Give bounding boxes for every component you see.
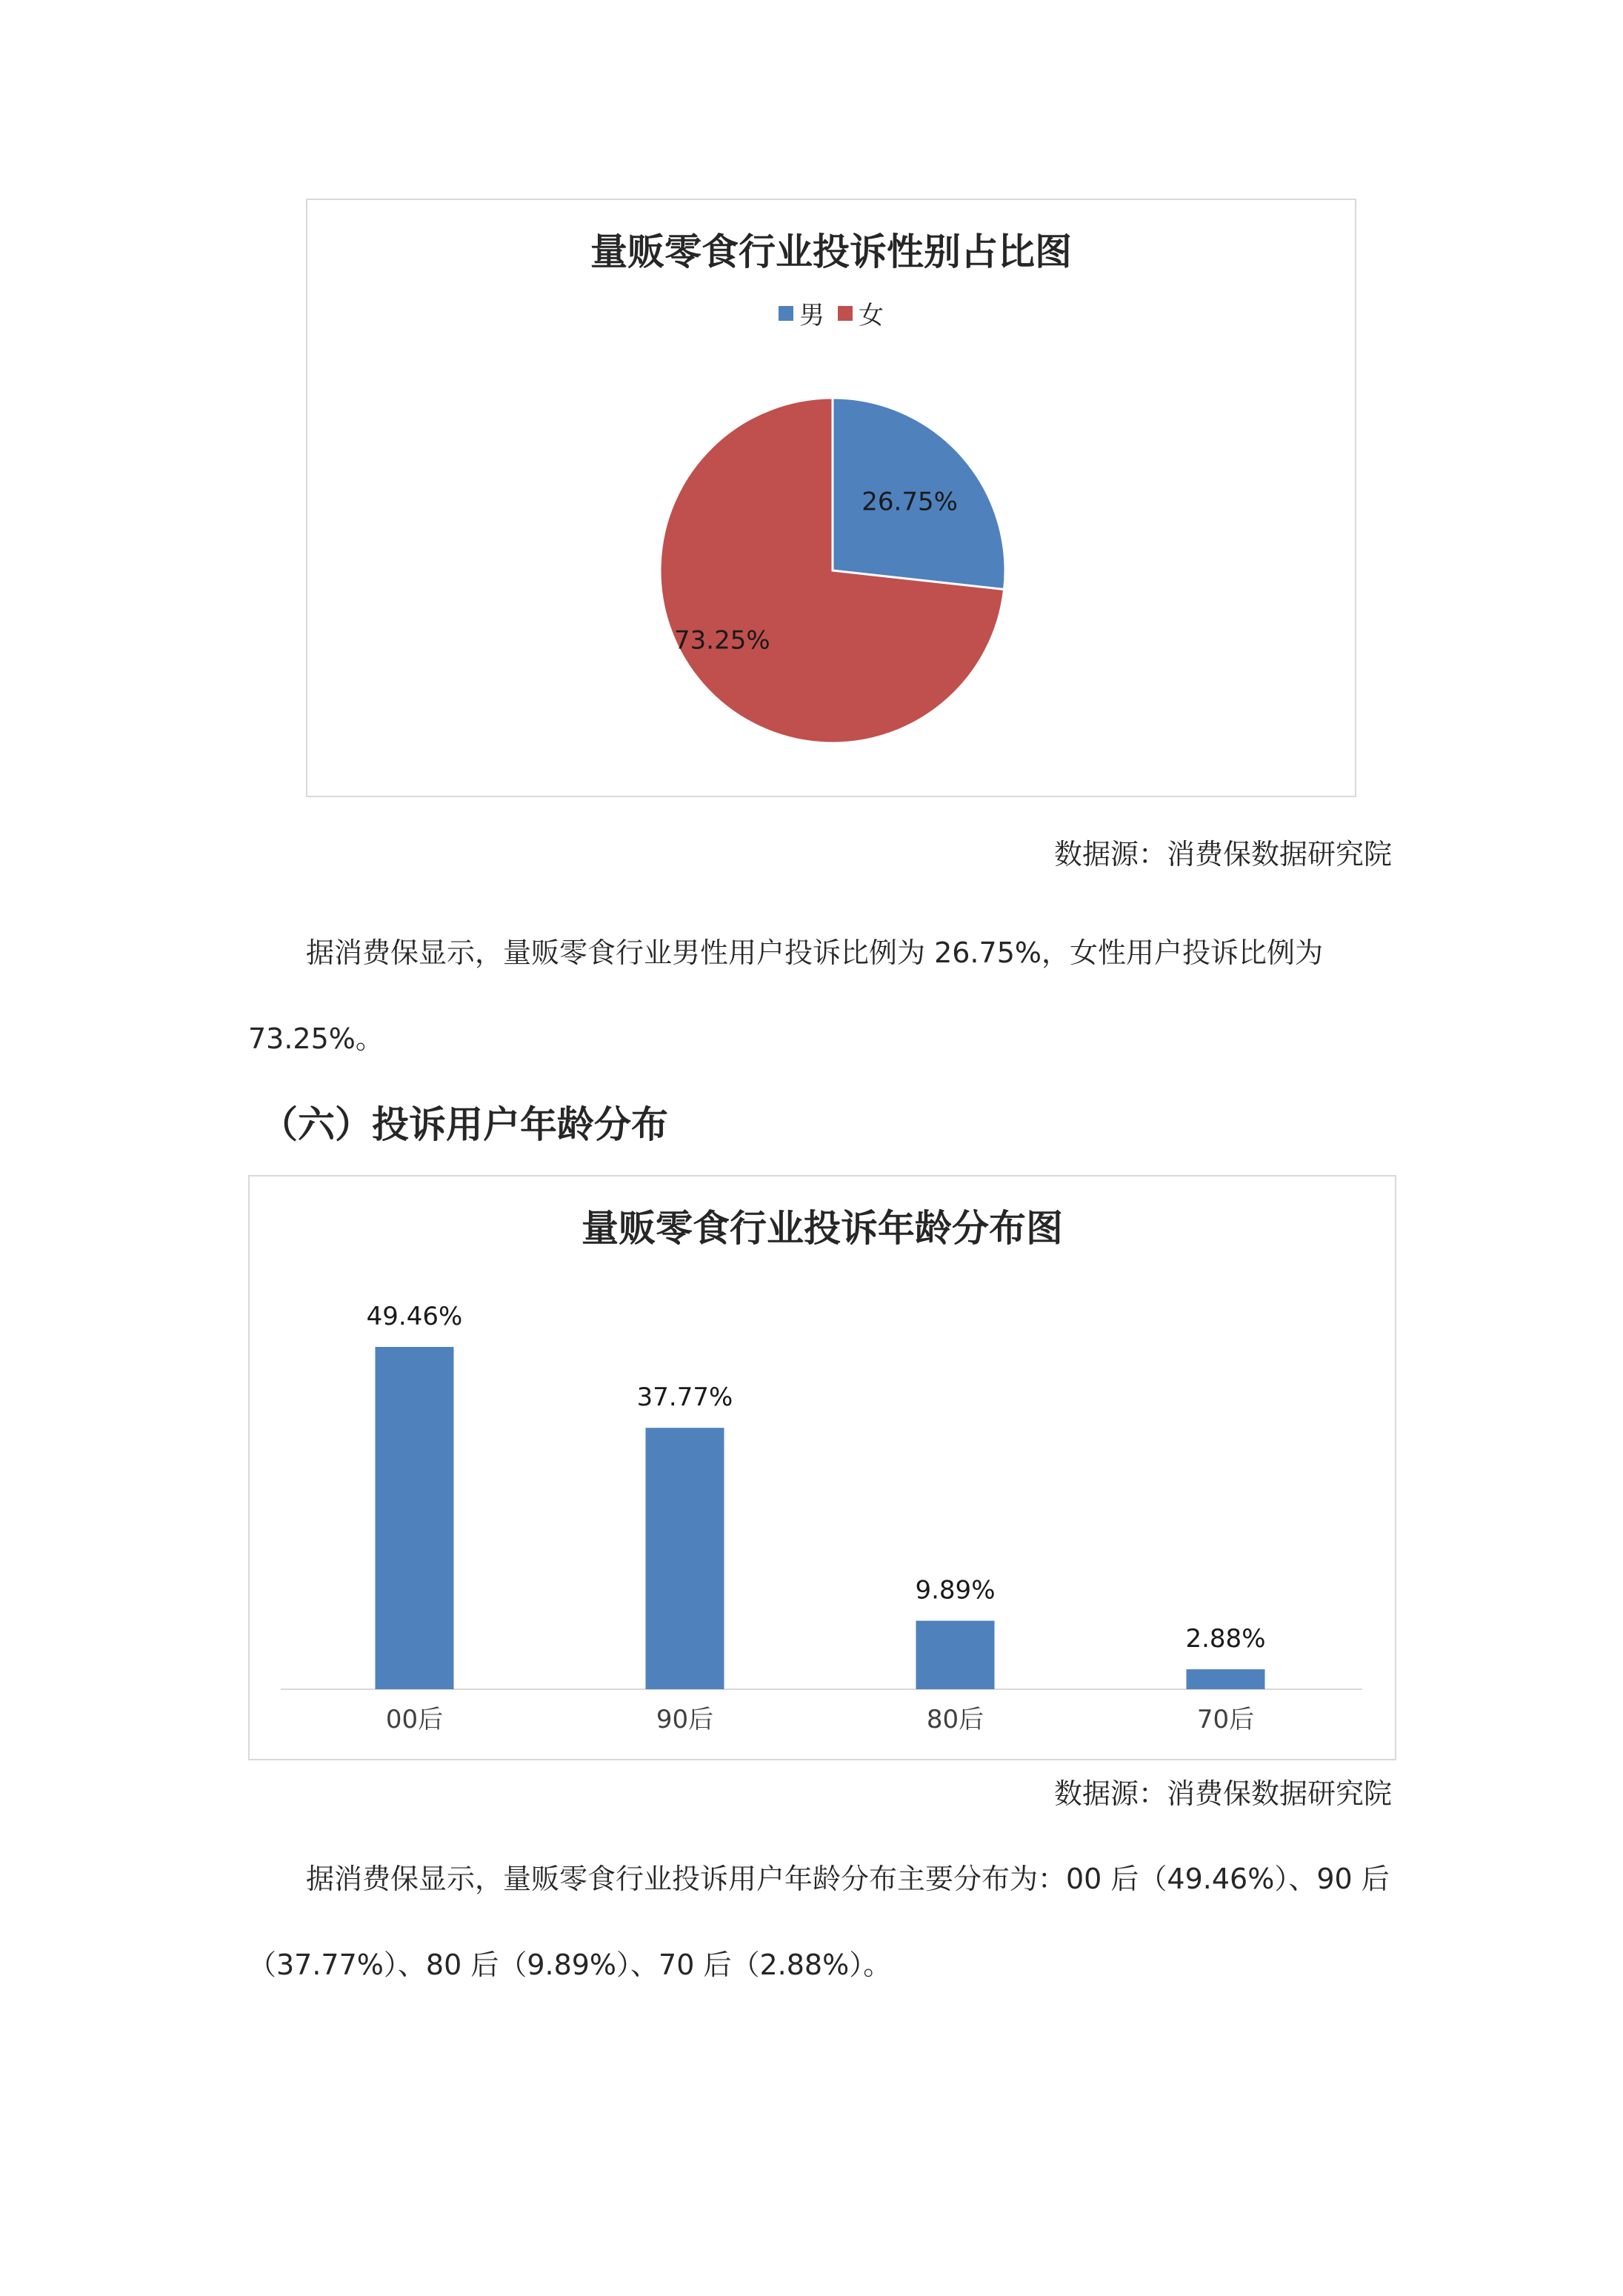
bar-value-label-3: 2.88% bbox=[1185, 1624, 1266, 1654]
pie-data-source: 数据源：消费保数据研究院 bbox=[1053, 838, 1392, 871]
gender-paragraph bbox=[248, 910, 1393, 1082]
age-paragraph bbox=[248, 1836, 1393, 2008]
gender-pie-chart bbox=[306, 199, 1356, 797]
bar-value-label-0: 49.46% bbox=[366, 1302, 463, 1331]
bar-category-label-0: 00后 bbox=[385, 1705, 444, 1734]
bar-category-label-2: 80后 bbox=[926, 1705, 984, 1734]
gender-paragraph-text: 据消费保显示，量贩零食行业男性用户投诉比例为 26.75%，女性用户投诉比例为 73.25%。 bbox=[248, 936, 1323, 1055]
bar-0 bbox=[376, 1347, 454, 1689]
pie-chart-title: 量贩零食行业投诉性别占比图 bbox=[590, 230, 1072, 273]
pie-slice-label-female: 73.25% bbox=[674, 625, 770, 656]
bar-value-label-1: 37.77% bbox=[636, 1382, 733, 1413]
section-heading: （六）投诉用户年龄分布 bbox=[261, 1103, 668, 1146]
bar-3 bbox=[1187, 1669, 1265, 1689]
bar-2 bbox=[916, 1621, 995, 1689]
bar-category-label-3: 70后 bbox=[1196, 1705, 1255, 1734]
bar-1 bbox=[646, 1428, 724, 1689]
bar-category-label-1: 90后 bbox=[656, 1705, 714, 1734]
bar-value-label-2: 9.89% bbox=[915, 1575, 996, 1605]
pie-svg bbox=[307, 200, 1355, 796]
bar-chart-title: 量贩零食行业投诉年龄分布图 bbox=[581, 1207, 1063, 1250]
age-bar-chart bbox=[248, 1175, 1396, 1760]
legend-label-female: 女 bbox=[859, 301, 884, 330]
age-paragraph-text: 据消费保显示，量贩零食行业投诉用户年龄分布主要分布为：00 后（49.46%）、90 后（37.77%）、80 后（9.89%）、70 后（2.88%）。 bbox=[248, 1863, 1390, 1981]
legend-label-male: 男 bbox=[799, 301, 824, 330]
bar-svg bbox=[250, 1177, 1395, 1759]
bar-data-source: 数据源：消费保数据研究院 bbox=[1053, 1777, 1392, 1810]
pie-slice-label-male: 26.75% bbox=[862, 487, 958, 517]
